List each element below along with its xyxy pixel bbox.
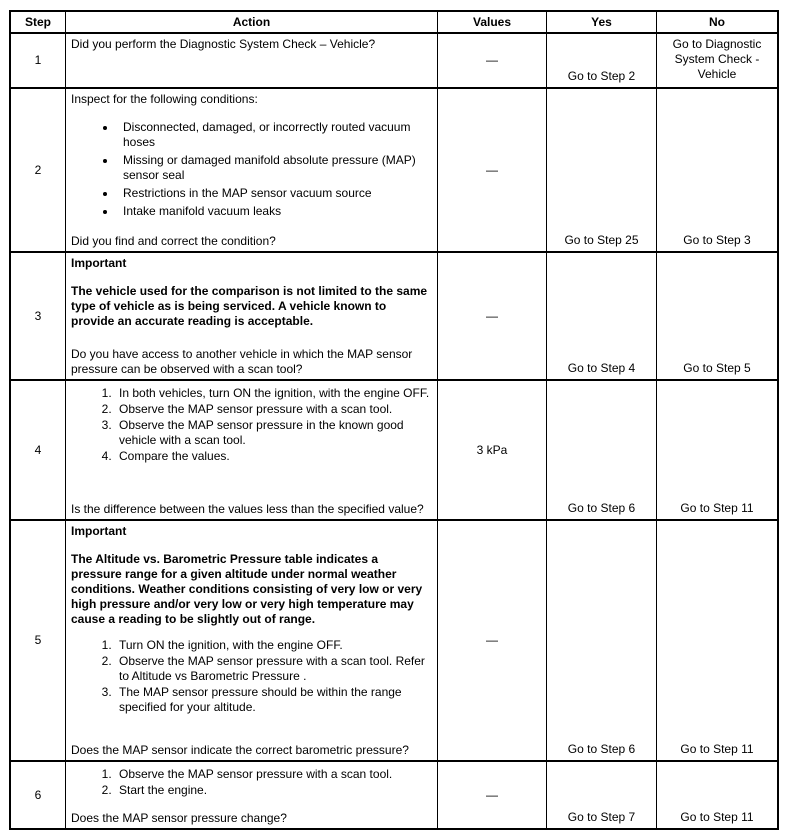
- step-cell: 4: [11, 381, 66, 521]
- numbered-list: [71, 766, 431, 799]
- yes-cell: Go to Step 25: [547, 89, 657, 253]
- values-cell: —: [438, 89, 547, 253]
- action-cell: [66, 762, 438, 828]
- step-cell: 2: [11, 89, 66, 253]
- no-cell: Go to Diagnostic System Check - Vehicle: [657, 34, 777, 89]
- no-cell: Go to Step 11: [680, 810, 754, 824]
- action-intro: Inspect for the following conditions:: [71, 92, 258, 106]
- values-cell: 3 kPa: [438, 381, 547, 521]
- action-cell: [66, 381, 438, 521]
- numbered-item: 1. Turn ON the ignition, with the engine OFF.: [115, 638, 431, 653]
- no-cell: Go to Step 3: [657, 89, 777, 253]
- yes-cell: Go to Step 6: [547, 381, 657, 521]
- numbered-list: [71, 637, 431, 716]
- action-cell: [66, 89, 438, 253]
- yes-cell: Go to Step 2: [547, 34, 657, 89]
- values-cell: —: [438, 762, 547, 828]
- header-action: Action: [66, 12, 438, 34]
- step-cell: 6: [11, 762, 66, 828]
- numbered-item: 3. Observe the MAP sensor pressure in the known good vehicle with a scan tool.: [115, 418, 431, 448]
- yes-cell: Go to Step 4: [547, 253, 657, 381]
- numbered-item: 1. Observe the MAP sensor pressure with a scan tool.: [115, 767, 431, 782]
- action-cell: [66, 253, 438, 381]
- action-question: Did you find and correct the condition?: [71, 234, 276, 248]
- values-cell: —: [438, 34, 547, 89]
- important-label: Important: [71, 256, 127, 270]
- numbered-item: 1. In both vehicles, turn ON the ignition, with the engine OFF.: [115, 386, 431, 401]
- step-cell: 1: [11, 34, 66, 89]
- values-cell: —: [438, 521, 547, 762]
- important-label: Important: [71, 524, 127, 538]
- numbered-item: 2. Observe the MAP sensor pressure with a scan tool. Refer to Altitude vs Barometric Pressure .: [115, 654, 431, 684]
- no-cell: Go to Step 11: [657, 521, 777, 762]
- numbered-item: 3. The MAP sensor pressure should be within the range specified for your altitude.: [115, 685, 431, 715]
- bullet-list: [71, 117, 431, 222]
- action-question: Did you perform the Diagnostic System Check – Vehicle?: [71, 37, 376, 51]
- action-cell: [66, 521, 438, 762]
- no-cell: Go to Step 5: [657, 253, 777, 381]
- header-values: Values: [438, 12, 547, 34]
- action-question: Does the MAP sensor pressure change?: [71, 811, 287, 825]
- yes-cell: Go to Step 6: [547, 521, 657, 762]
- action-cell: [66, 34, 438, 89]
- numbered-list: [71, 385, 431, 465]
- numbered-item: 2. Start the engine.: [115, 783, 431, 798]
- important-text: The vehicle used for the comparison is not limited to the same type of vehicle as is being serviced. A vehicle known to provide an accurate reading is acceptable.: [71, 284, 428, 328]
- diagnostic-table: [9, 10, 779, 830]
- yes-cell: Go to Step 7: [547, 762, 657, 828]
- bullet-item: • Disconnected, damaged, or incorrectly routed vacuum hoses: [117, 120, 431, 150]
- no-cell: Go to Step 11: [657, 381, 777, 521]
- action-question: Is the difference between the values less than the specified value?: [71, 502, 424, 516]
- action-question: Do you have access to another vehicle in which the MAP sensor pressure can be observed with a scan tool?: [71, 347, 413, 376]
- bullet-item: • Missing or damaged manifold absolute pressure (MAP) sensor seal: [117, 153, 431, 183]
- header-yes: Yes: [547, 12, 657, 34]
- numbered-item: 2. Observe the MAP sensor pressure with a scan tool.: [115, 402, 431, 417]
- header-step: Step: [11, 12, 66, 34]
- values-cell: —: [438, 253, 547, 381]
- header-no: No: [657, 12, 777, 34]
- numbered-item: 4. Compare the values.: [115, 449, 431, 464]
- step-cell: 3: [11, 253, 66, 381]
- action-question: Does the MAP sensor indicate the correct barometric pressure?: [71, 743, 409, 757]
- important-text: The Altitude vs. Barometric Pressure table indicates a pressure range for a given altitude under normal weather conditions. Weather conditions consisting of very low or very high pressure and/or very low or very high temperature may cause a reading to be slightly out of range.: [71, 552, 423, 626]
- bullet-item: • Restrictions in the MAP sensor vacuum source: [117, 186, 431, 201]
- step-cell: 5: [11, 521, 66, 762]
- bullet-item: • Intake manifold vacuum leaks: [117, 204, 431, 219]
